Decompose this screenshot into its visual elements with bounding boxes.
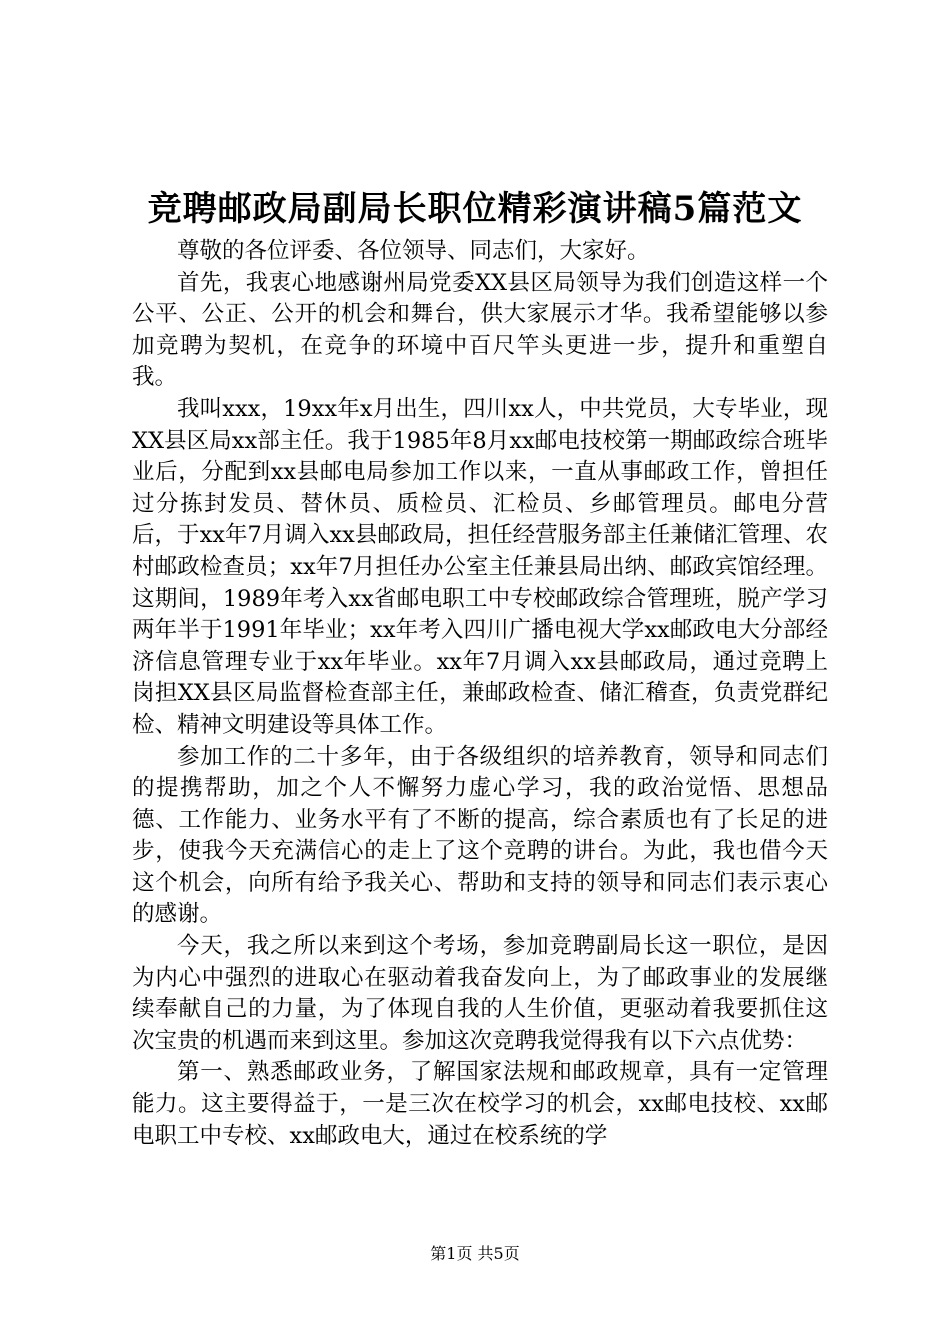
paragraph-thanks: 首先，我衷心地感谢州局党委XX县区局领导为我们创造这样一个公平、公正、公开的机会和舞台，供大家展示才华。我希望能够以参加竞聘为契机，在竞争的环境中百尺竿头更进一步，提升和重塑自我。 — [132, 269, 828, 391]
document-body — [132, 236, 828, 1152]
paragraph-gratitude: 参加工作的二十多年，由于各级组织的培养教育，领导和同志们的提携帮助，加之个人不懈努力虚心学习，我的政治觉悟、思想品德、工作能力、业务水平有了不断的提高，综合素质也有了长足的进步，使我今天充满信心的走上了这个竞聘的讲台。为此，我也借今天这个机会，向所有给予我关心、帮助和支持的领导和同志们表示衷心的感谢。 — [132, 743, 828, 928]
paragraph-self-introduction: 我叫xxx，19xx年x月出生，四川xx人，中共党员，大专毕业，现XX县区局xx部主任。我于1985年8月xx邮电技校第一期邮政综合班毕业后，分配到xx县邮电局参加工作以来，一直从事邮政工作，曾担任过分拣封发员、替休员、质检员、汇检员、乡邮管理员。邮电分营后，于xx年7月调入xx县邮政局，担任经营服务部主任兼储汇管理、农村邮政检查员；xx年7月担任办公室主任兼县局出纳、邮政宾馆经理。这期间，1989年考入xx省邮电职工中专校邮政综合管理班，脱产学习两年半于1991年毕业；xx年考入四川广播电视大学xx邮政电大分部经济信息管理专业于xx年毕业。xx年7月调入xx县邮政局，通过竞聘上岗担XX县区局监督检查部主任，兼邮政检查、储汇稽查，负责党群纪检、精神文明建设等具体工作。 — [132, 395, 828, 738]
page-footer: 第1页 共5页 — [430, 1244, 520, 1263]
paragraph-first-advantage: 第一、熟悉邮政业务，了解国家法规和邮政规章，具有一定管理能力。这主要得益于，一是三次在校学习的机会，xx邮电技校、xx邮电职工中专校、xx邮政电大，通过在校系统的学 — [132, 1059, 828, 1149]
paragraph-motivation: 今天，我之所以来到这个考场，参加竞聘副局长这一职位，是因为内心中强烈的进取心在驱动着我奋发向上，为了邮政事业的发展继续奉献自己的力量，为了体现自我的人生价值，更驱动着我要抓住这次宝贵的机遇而来到这里。参加这次竞聘我觉得我有以下六点优势： — [132, 933, 828, 1054]
paragraph-greeting: 尊敬的各位评委、各位领导、同志们，大家好。 — [177, 238, 650, 264]
document-title: 竞聘邮政局副局长职位精彩演讲稿5篇范文 — [147, 189, 803, 229]
